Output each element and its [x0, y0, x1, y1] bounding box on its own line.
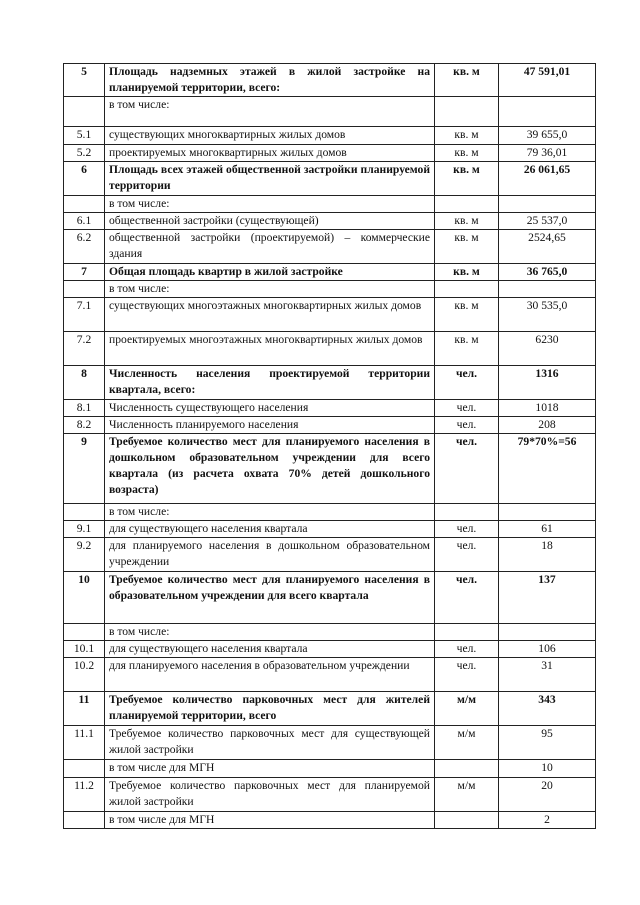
row-number-cell: 9.2 — [64, 538, 105, 572]
indicator-name-cell: Площадь всех этажей общественной застройки планируемой территории — [105, 162, 435, 196]
value-cell: 1316 — [499, 366, 596, 400]
indicator-name-cell: существующих многоквартирных жилых домов — [105, 127, 435, 145]
value-cell — [499, 281, 596, 298]
indicator-name-cell: для существующего населения квартала — [105, 641, 435, 658]
indicator-name-cell: Численность населения проектируемой территории квартала, всего: — [105, 366, 435, 400]
table-row-heading — [64, 162, 596, 196]
indicator-name-cell: Требуемое количество мест для планируемого населения в дошкольном образовательном учреждении для всего квартала (из расчета охвата 70% детей дошкольного возраста) — [105, 434, 435, 504]
row-number-cell: 5.1 — [64, 127, 105, 145]
row-number-cell: 11.1 — [64, 726, 105, 760]
table-row — [64, 196, 596, 213]
row-number-cell: 8.1 — [64, 400, 105, 417]
row-number-cell: 10.1 — [64, 641, 105, 658]
unit-cell: чел. — [435, 400, 499, 417]
indicator-name-cell: для существующего населения квартала — [105, 521, 435, 538]
indicator-name-cell: Требуемое количество парковочных мест для планируемой жилой застройки — [105, 778, 435, 812]
unit-cell: чел. — [435, 658, 499, 692]
row-number-cell: 8 — [64, 366, 105, 400]
row-number-cell: 10.2 — [64, 658, 105, 692]
indicators-table-body — [64, 64, 596, 829]
value-cell — [499, 504, 596, 521]
unit-cell: чел. — [435, 366, 499, 400]
unit-cell — [435, 624, 499, 641]
table-row — [64, 641, 596, 658]
table-row-heading — [64, 64, 596, 97]
indicator-name-cell: в том числе: — [105, 196, 435, 213]
unit-cell: чел. — [435, 434, 499, 504]
indicator-name-cell: общественной застройки (существующей) — [105, 213, 435, 230]
row-number-cell: 7 — [64, 264, 105, 281]
unit-cell: кв. м — [435, 298, 499, 332]
row-number-cell: 10 — [64, 572, 105, 624]
unit-cell — [435, 281, 499, 298]
value-cell: 10 — [499, 760, 596, 778]
value-cell: 79*70%=56 — [499, 434, 596, 504]
unit-cell: кв. м — [435, 64, 499, 97]
row-number-cell — [64, 624, 105, 641]
table-row-heading — [64, 366, 596, 400]
value-cell: 2 — [499, 812, 596, 829]
row-number-cell: 6 — [64, 162, 105, 196]
unit-cell — [435, 504, 499, 521]
unit-cell: чел. — [435, 572, 499, 624]
value-cell — [499, 196, 596, 213]
value-cell — [499, 624, 596, 641]
indicator-name-cell: Общая площадь квартир в жилой застройке — [105, 264, 435, 281]
unit-cell — [435, 97, 499, 127]
unit-cell: кв. м — [435, 332, 499, 366]
row-number-cell: 5.2 — [64, 145, 105, 162]
unit-cell: кв. м — [435, 145, 499, 162]
indicator-name-cell: в том числе: — [105, 97, 435, 127]
table-row — [64, 127, 596, 145]
unit-cell: м/м — [435, 726, 499, 760]
row-number-cell: 6.1 — [64, 213, 105, 230]
table-row — [64, 145, 596, 162]
row-number-cell: 11.2 — [64, 778, 105, 812]
table-row — [64, 658, 596, 692]
row-number-cell: 6.2 — [64, 230, 105, 264]
indicator-name-cell: общественной застройки (проектируемой) – коммерческие здания — [105, 230, 435, 264]
table-row-heading — [64, 572, 596, 624]
table-row — [64, 726, 596, 760]
table-row — [64, 230, 596, 264]
indicator-name-cell: для планируемого населения в образовательном учреждении — [105, 658, 435, 692]
table-row — [64, 417, 596, 434]
table-row — [64, 538, 596, 572]
table-row — [64, 400, 596, 417]
value-cell: 208 — [499, 417, 596, 434]
table-row-heading — [64, 434, 596, 504]
indicator-name-cell: в том числе: — [105, 624, 435, 641]
unit-cell: чел. — [435, 417, 499, 434]
table-row — [64, 778, 596, 812]
row-number-cell: 9 — [64, 434, 105, 504]
value-cell: 1018 — [499, 400, 596, 417]
value-cell: 39 655,0 — [499, 127, 596, 145]
table-row-heading — [64, 692, 596, 726]
row-number-cell — [64, 196, 105, 213]
indicator-name-cell: Численность существующего населения — [105, 400, 435, 417]
value-cell: 47 591,01 — [499, 64, 596, 97]
unit-cell: чел. — [435, 641, 499, 658]
unit-cell — [435, 196, 499, 213]
value-cell: 6230 — [499, 332, 596, 366]
indicator-name-cell: в том числе: — [105, 281, 435, 298]
indicator-name-cell: проектируемых многоквартирных жилых домов — [105, 145, 435, 162]
value-cell: 2524,65 — [499, 230, 596, 264]
indicator-name-cell: проектируемых многоэтажных многоквартирных жилых домов — [105, 332, 435, 366]
table-row — [64, 624, 596, 641]
indicator-name-cell: в том числе для МГН — [105, 812, 435, 829]
indicator-name-cell: в том числе: — [105, 504, 435, 521]
value-cell: 343 — [499, 692, 596, 726]
table-row — [64, 760, 596, 778]
value-cell: 31 — [499, 658, 596, 692]
unit-cell: кв. м — [435, 264, 499, 281]
value-cell: 20 — [499, 778, 596, 812]
row-number-cell: 11 — [64, 692, 105, 726]
table-row — [64, 504, 596, 521]
row-number-cell — [64, 812, 105, 829]
row-number-cell: 7.2 — [64, 332, 105, 366]
row-number-cell: 5 — [64, 64, 105, 97]
table-row — [64, 521, 596, 538]
value-cell: 137 — [499, 572, 596, 624]
indicator-name-cell: Численность планируемого населения — [105, 417, 435, 434]
value-cell: 36 765,0 — [499, 264, 596, 281]
unit-cell: м/м — [435, 692, 499, 726]
unit-cell: чел. — [435, 521, 499, 538]
unit-cell: кв. м — [435, 213, 499, 230]
indicator-name-cell: Требуемое количество мест для планируемого населения в образовательном учреждении для всего квартала — [105, 572, 435, 624]
table-row-heading — [64, 264, 596, 281]
row-number-cell: 9.1 — [64, 521, 105, 538]
value-cell: 61 — [499, 521, 596, 538]
value-cell — [499, 97, 596, 127]
indicator-name-cell: Площадь надземных этажей в жилой застройке на планируемой территории, всего: — [105, 64, 435, 97]
unit-cell — [435, 760, 499, 778]
unit-cell: м/м — [435, 778, 499, 812]
indicators-table — [63, 63, 596, 829]
indicator-name-cell: Требуемое количество парковочных мест для существующей жилой застройки — [105, 726, 435, 760]
unit-cell: кв. м — [435, 162, 499, 196]
row-number-cell — [64, 504, 105, 521]
indicator-name-cell: для планируемого населения в дошкольном образовательном учреждении — [105, 538, 435, 572]
indicator-name-cell: в том числе для МГН — [105, 760, 435, 778]
table-row — [64, 332, 596, 366]
indicator-name-cell: Требуемое количество парковочных мест для жителей планируемой территории, всего — [105, 692, 435, 726]
row-number-cell: 7.1 — [64, 298, 105, 332]
unit-cell: кв. м — [435, 230, 499, 264]
value-cell: 30 535,0 — [499, 298, 596, 332]
value-cell: 95 — [499, 726, 596, 760]
value-cell: 79 36,01 — [499, 145, 596, 162]
indicator-name-cell: существующих многоэтажных многоквартирных жилых домов — [105, 298, 435, 332]
unit-cell: чел. — [435, 538, 499, 572]
table-row — [64, 213, 596, 230]
value-cell: 18 — [499, 538, 596, 572]
table-row — [64, 281, 596, 298]
value-cell: 25 537,0 — [499, 213, 596, 230]
value-cell: 26 061,65 — [499, 162, 596, 196]
value-cell: 106 — [499, 641, 596, 658]
row-number-cell — [64, 760, 105, 778]
table-row — [64, 97, 596, 127]
table-row — [64, 298, 596, 332]
unit-cell: кв. м — [435, 127, 499, 145]
unit-cell — [435, 812, 499, 829]
row-number-cell: 8.2 — [64, 417, 105, 434]
table-row — [64, 812, 596, 829]
row-number-cell — [64, 281, 105, 298]
row-number-cell — [64, 97, 105, 127]
